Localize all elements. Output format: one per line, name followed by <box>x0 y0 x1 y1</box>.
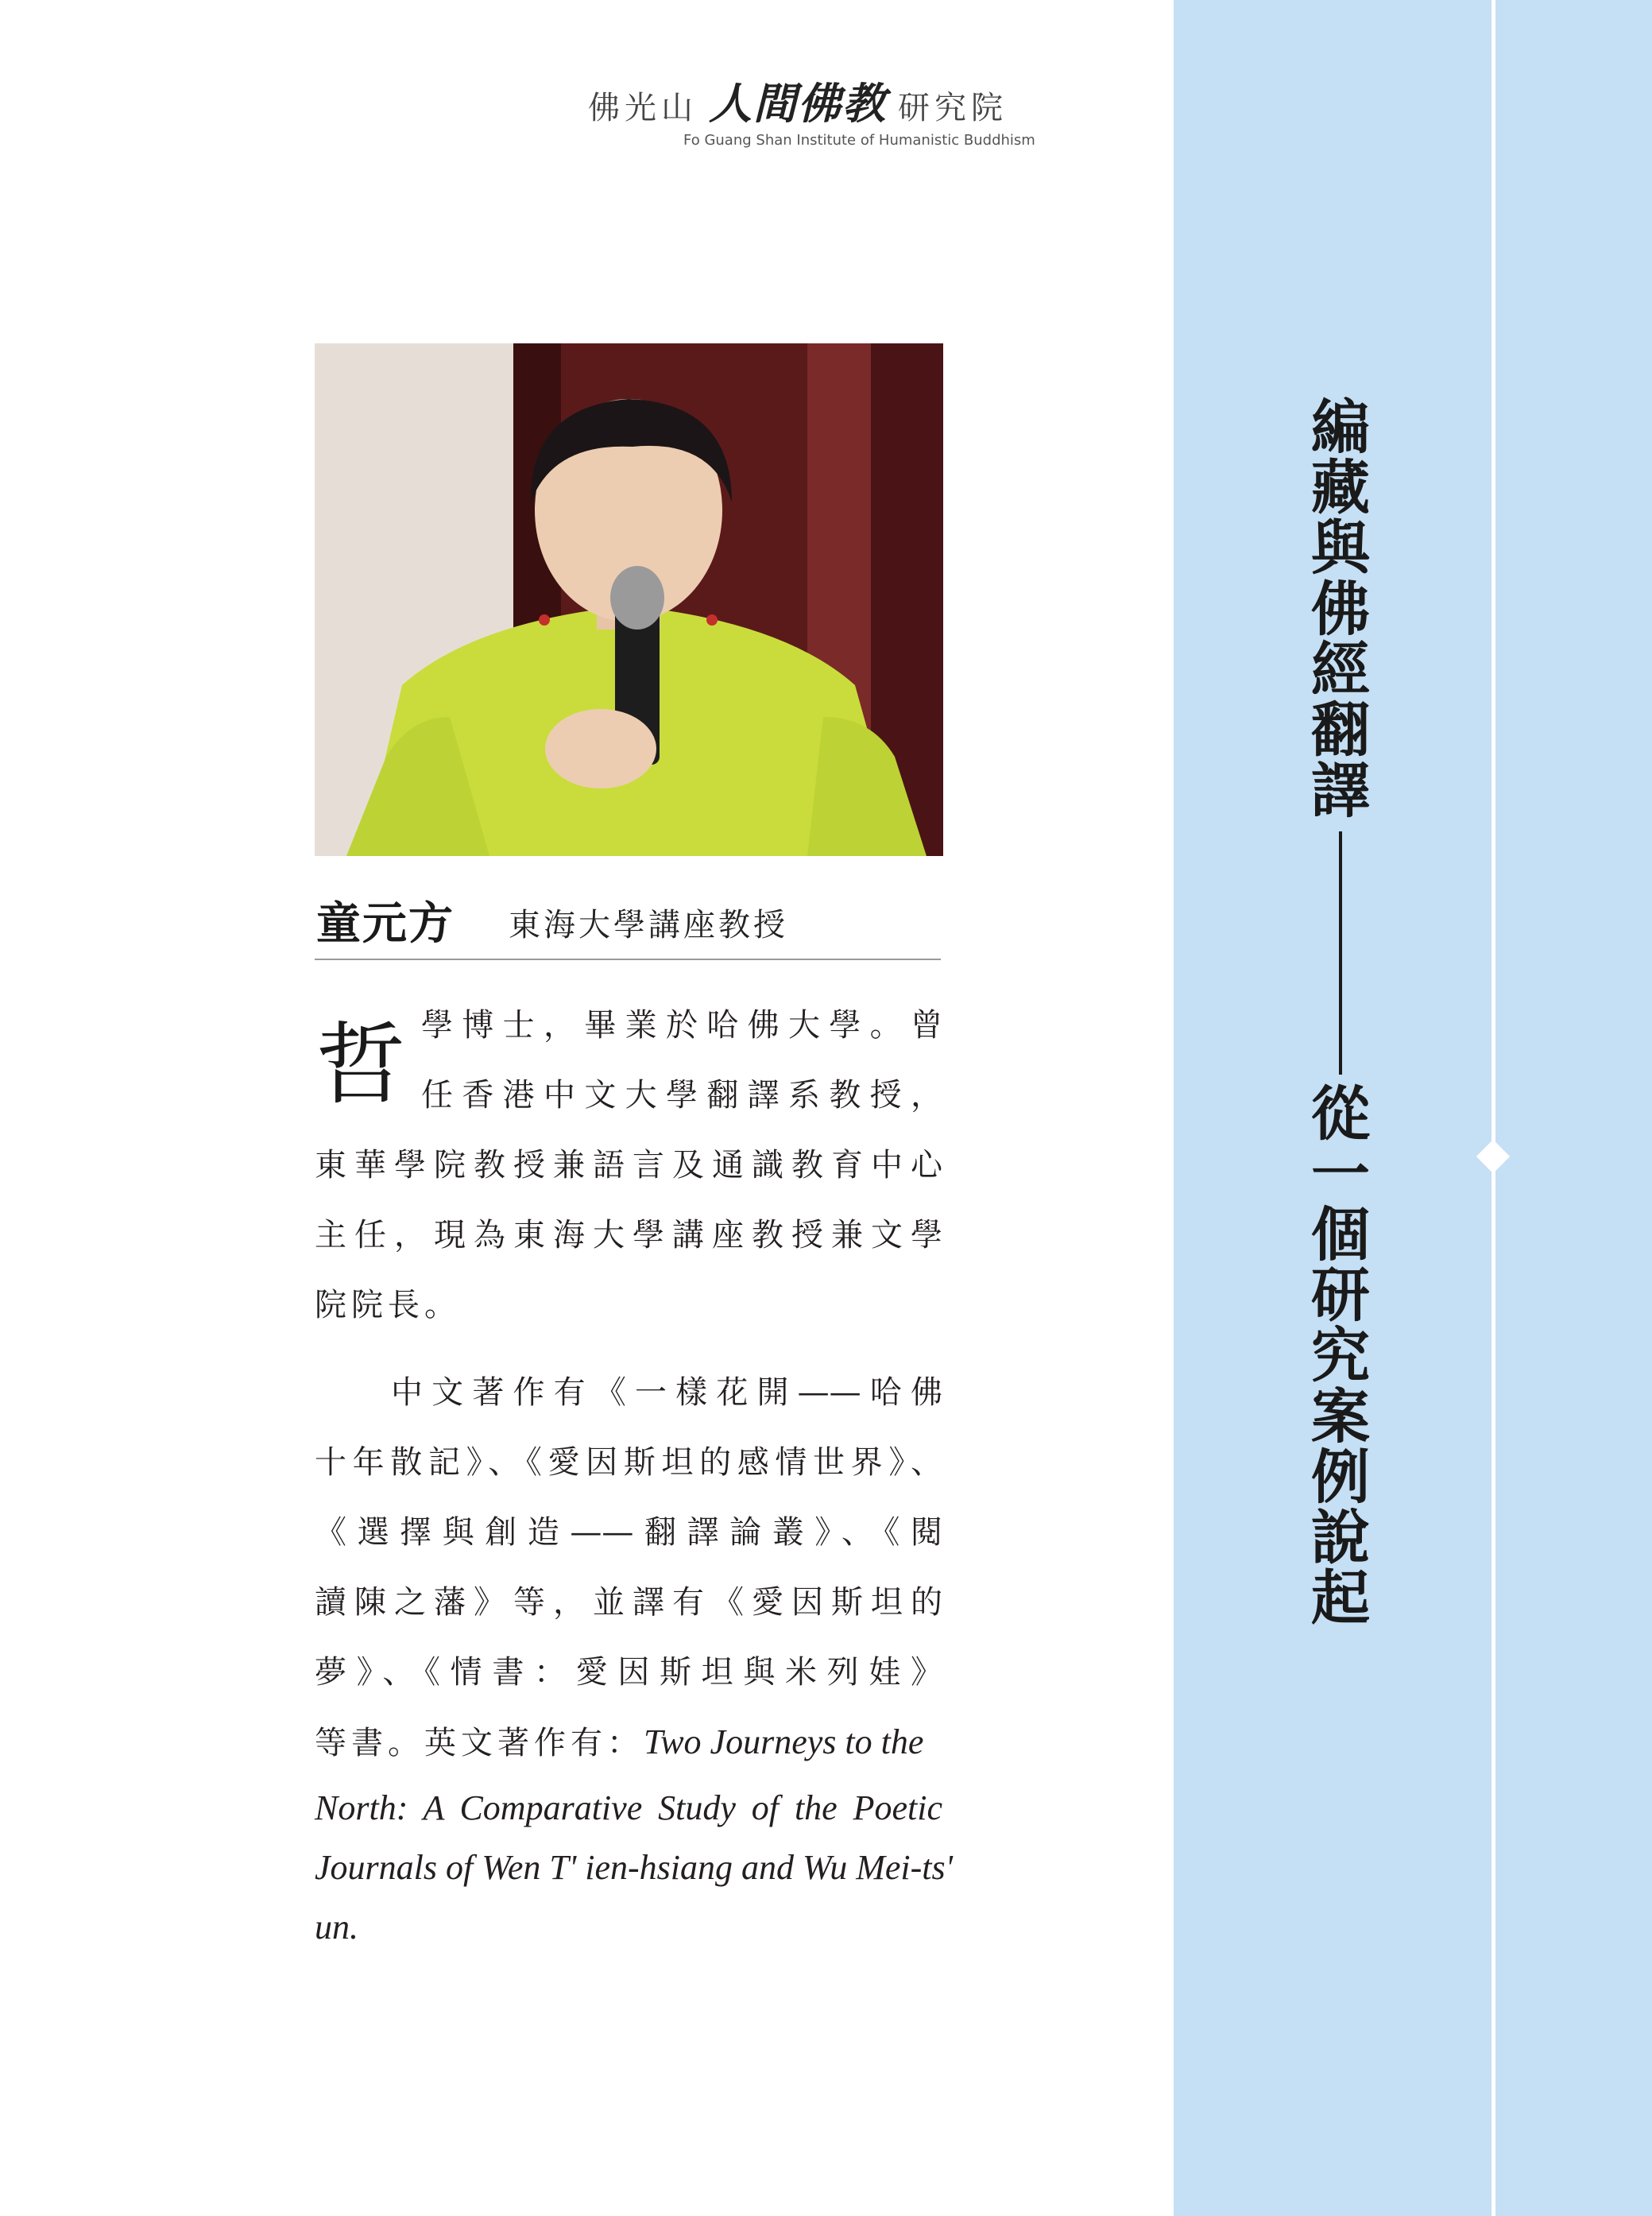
book-title-en: Two Journeys to the <box>644 1722 924 1761</box>
author-role: 東海大學講座教授 <box>509 907 788 943</box>
title-char: 說 <box>1311 1504 1370 1573</box>
bio-line-mixed <box>315 1718 942 1766</box>
org-name-part-a: 佛光山 <box>588 90 698 126</box>
title-char: 經 <box>1311 635 1370 704</box>
title-char: 案 <box>1311 1382 1370 1451</box>
bio-line: 十年散記》、《愛因斯坦的感情世界》、 <box>315 1444 942 1481</box>
title-char: 例 <box>1311 1443 1370 1512</box>
bio-line: 讀陳之藩》等，並譯有《愛因斯坦的 <box>315 1584 942 1621</box>
bio-line: 中文著作有《一樣花開——哈佛 <box>391 1374 942 1411</box>
title-char: 一 <box>1311 1140 1370 1209</box>
bio-line: 院院長。 <box>315 1287 461 1323</box>
title-dash <box>1309 822 1372 1084</box>
institute-logo <box>588 70 1081 157</box>
book-title-en: un. <box>315 1908 358 1947</box>
author-photo-image <box>315 343 943 856</box>
institute-name <box>588 70 1008 131</box>
title-char: 藏 <box>1311 454 1370 523</box>
drop-cap: 哲 <box>316 1013 405 1117</box>
title-char: 翻 <box>1311 696 1370 765</box>
title-char: 個 <box>1311 1200 1370 1269</box>
bio-line: 東華學院教授兼語言及通識教育中心 <box>315 1147 942 1184</box>
title-char: 譯 <box>1311 757 1370 826</box>
bio-line: 任香港中文大學翻譯系教授， <box>421 1077 942 1114</box>
bio-line: 主任，現為東海大學講座教授兼文學 <box>315 1217 942 1253</box>
title-char: 起 <box>1311 1564 1370 1633</box>
bio-line: 夢》、《情書：愛因斯坦與米列娃》 <box>315 1654 942 1691</box>
name-divider <box>315 959 941 960</box>
author-name: 童元方 <box>316 897 455 950</box>
title-char: 從 <box>1311 1079 1370 1149</box>
book-title-en: Journals of Wen T' ien-hsiang and Wu Mei-ts' <box>315 1848 954 1887</box>
title-char: 究 <box>1311 1322 1370 1391</box>
institute-english-name: Fo Guang Shan Institute of Humanistic Buddhism <box>683 132 1035 149</box>
book-title-en: North: A Comparative Study of the Poetic <box>315 1788 942 1827</box>
title-char: 研 <box>1311 1261 1370 1331</box>
title-char: 佛 <box>1311 575 1370 644</box>
vertical-chapter-title <box>1309 393 1396 1633</box>
author-photo <box>315 343 943 856</box>
bio-line-chinese: 等書。英文著作有： <box>315 1725 644 1761</box>
sidebar-divider-line <box>1491 0 1495 2216</box>
bio-line: 學博士，畢業於哈佛大學。曾 <box>421 1007 942 1044</box>
title-char: 與 <box>1311 514 1370 583</box>
org-name-part-c: 研究院 <box>898 90 1008 126</box>
diamond-marker <box>1476 1140 1510 1173</box>
org-name-calligraphy: 人間佛教 <box>709 78 887 129</box>
title-char: 編 <box>1311 393 1370 462</box>
sidebar-band <box>1174 0 1652 2216</box>
bio-line: 《選擇與創造——翻譯論叢》、《閱 <box>315 1514 942 1551</box>
